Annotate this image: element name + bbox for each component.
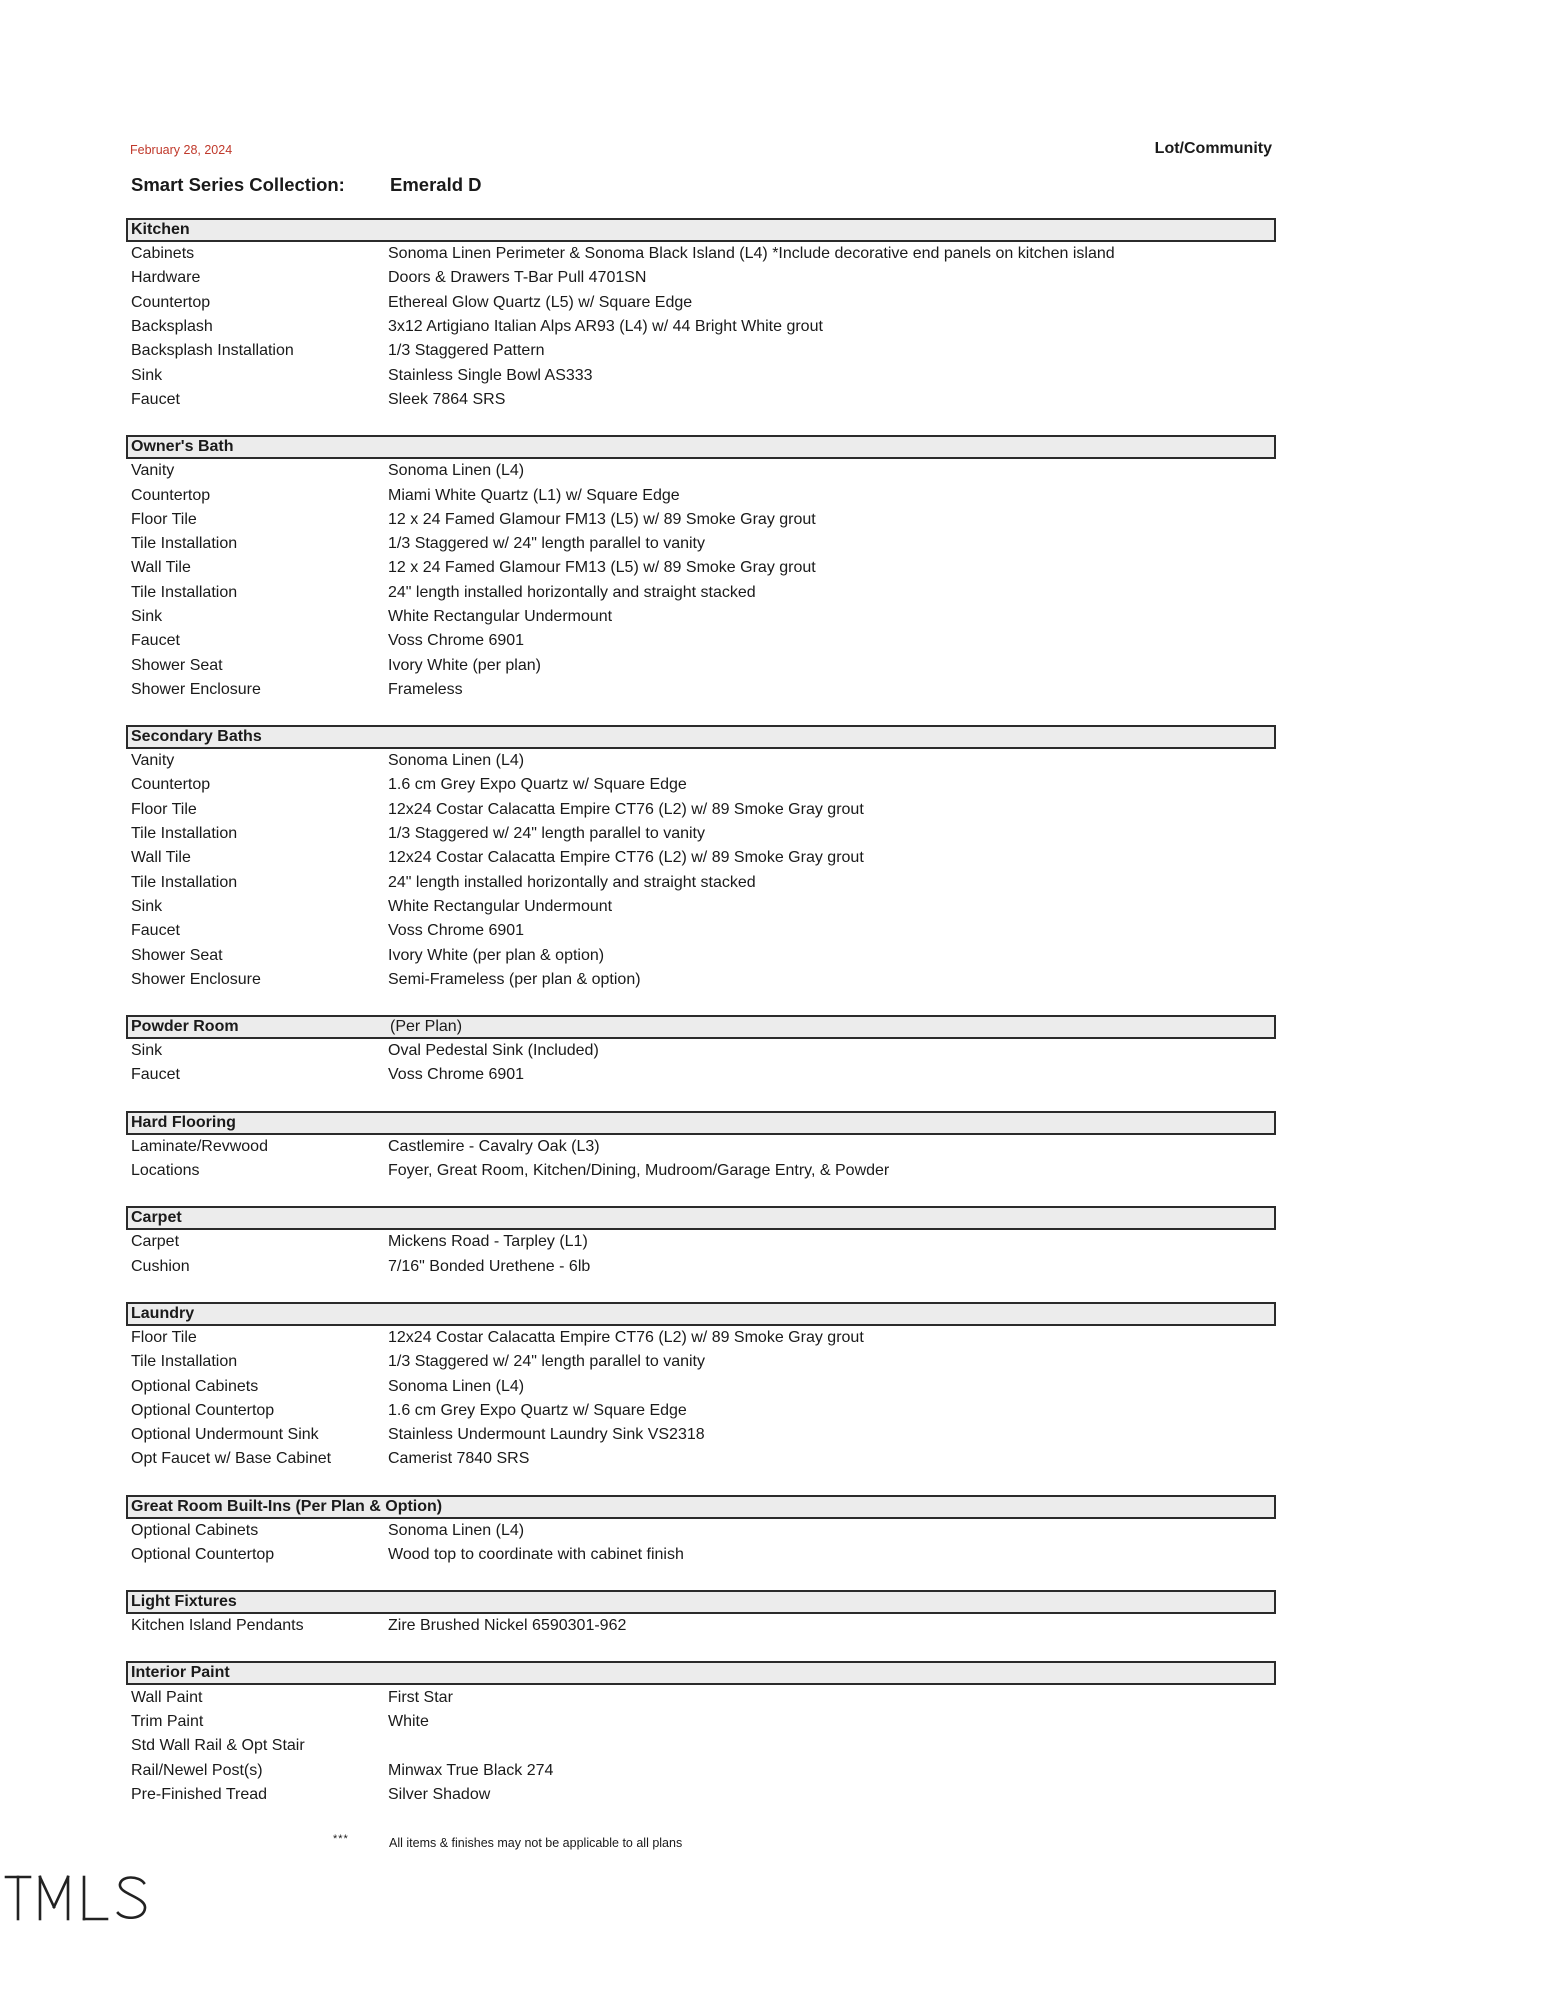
item-label: Countertop bbox=[131, 776, 211, 794]
item-value: Ivory White (per plan) bbox=[388, 656, 541, 674]
item-value: Silver Shadow bbox=[388, 1785, 491, 1803]
table-row bbox=[126, 1399, 1276, 1423]
table-row bbox=[126, 1423, 1276, 1447]
section-header bbox=[126, 1590, 1276, 1614]
table-row bbox=[126, 1519, 1276, 1543]
item-label: Cushion bbox=[131, 1257, 190, 1275]
item-value: 12x24 Costar Calacatta Empire CT76 (L2) w/ 89 Smoke Gray grout bbox=[388, 1328, 864, 1346]
item-value: Semi-Frameless (per plan & option) bbox=[388, 970, 641, 988]
item-label: Shower Enclosure bbox=[131, 680, 261, 698]
section-interior-paint bbox=[126, 1661, 1276, 1806]
table-row bbox=[126, 1350, 1276, 1374]
item-value: 12x24 Costar Calacatta Empire CT76 (L2) w/ 89 Smoke Gray grout bbox=[388, 849, 864, 867]
item-label: Wall Tile bbox=[131, 849, 191, 867]
table-row bbox=[126, 1230, 1276, 1254]
collection-heading bbox=[131, 174, 482, 196]
item-label: Sink bbox=[131, 608, 163, 625]
item-value: Ethereal Glow Quartz (L5) w/ Square Edge bbox=[388, 293, 693, 311]
item-label: Wall Tile bbox=[131, 559, 191, 577]
item-label: Sink bbox=[131, 897, 163, 915]
item-label: Cabinets bbox=[131, 245, 195, 263]
item-label: Locations bbox=[131, 1162, 200, 1180]
table-row bbox=[126, 388, 1276, 412]
item-label: Floor Tile bbox=[131, 1328, 197, 1346]
section-title: Interior Paint bbox=[131, 1664, 230, 1682]
item-label: Tile Installation bbox=[131, 1353, 238, 1371]
item-label: Vanity bbox=[131, 752, 175, 770]
collection-label: Smart Series Collection: bbox=[131, 174, 345, 195]
table-row bbox=[126, 1710, 1276, 1734]
table-row bbox=[126, 508, 1276, 532]
item-label: Std Wall Rail & Opt Stair bbox=[131, 1737, 305, 1755]
item-value: Sonoma Linen Perimeter & Sonoma Black Island (L4) *Include decorative end panels on kitchen island bbox=[388, 245, 1115, 263]
tmls-logo bbox=[4, 1873, 154, 1923]
table-row bbox=[126, 1326, 1276, 1350]
item-label: Carpet bbox=[131, 1233, 180, 1251]
section-great-room-built-ins-per-plan-option bbox=[126, 1495, 1276, 1568]
section-title: Kitchen bbox=[131, 221, 190, 238]
section-carpet bbox=[126, 1206, 1276, 1279]
table-row bbox=[126, 822, 1276, 846]
section-header bbox=[126, 1206, 1276, 1230]
item-label: Optional Cabinets bbox=[131, 1377, 259, 1395]
table-row bbox=[126, 459, 1276, 483]
table-row bbox=[126, 943, 1276, 967]
item-value: Sleek 7864 SRS bbox=[388, 390, 506, 408]
table-row bbox=[126, 532, 1276, 556]
item-label: Rail/Newel Post(s) bbox=[131, 1761, 263, 1779]
item-value: Minwax True Black 274 bbox=[388, 1761, 554, 1779]
item-value: Camerist 7840 SRS bbox=[388, 1450, 530, 1468]
item-value: Miami White Quartz (L1) w/ Square Edge bbox=[388, 486, 680, 504]
item-value: First Star bbox=[388, 1688, 453, 1706]
item-label: Faucet bbox=[131, 390, 180, 408]
item-value: Doors & Drawers T-Bar Pull 4701SN bbox=[388, 269, 647, 287]
section-header bbox=[126, 1111, 1276, 1135]
section-hard-flooring bbox=[126, 1111, 1276, 1184]
section-header bbox=[126, 1661, 1276, 1685]
section-title: Carpet bbox=[131, 1209, 182, 1227]
item-label: Laminate/Revwood bbox=[131, 1137, 268, 1155]
table-row bbox=[126, 483, 1276, 507]
table-row bbox=[126, 242, 1276, 266]
table-row bbox=[126, 773, 1276, 797]
item-label: Countertop bbox=[131, 293, 211, 311]
item-label: Optional Countertop bbox=[131, 1546, 275, 1564]
table-row bbox=[126, 1135, 1276, 1159]
item-label: Shower Seat bbox=[131, 946, 223, 964]
table-row bbox=[126, 749, 1276, 773]
item-value: 12 x 24 Famed Glamour FM13 (L5) w/ 89 Smoke Gray grout bbox=[388, 510, 816, 528]
table-row bbox=[126, 1039, 1276, 1063]
finishes-table bbox=[126, 218, 1276, 1830]
item-value: Sonoma Linen (L4) bbox=[388, 752, 525, 770]
item-label: Tile Installation bbox=[131, 535, 238, 553]
table-row bbox=[126, 581, 1276, 605]
section-title: Light Fixtures bbox=[131, 1593, 237, 1611]
item-value: Mickens Road - Tarpley (L1) bbox=[388, 1233, 588, 1251]
table-row bbox=[126, 266, 1276, 290]
item-label: Floor Tile bbox=[131, 510, 197, 528]
section-laundry bbox=[126, 1302, 1276, 1472]
lot-community-label: Lot/Community bbox=[1154, 140, 1272, 157]
table-row bbox=[126, 1614, 1276, 1638]
item-value: 24" length installed horizontally and straight stacked bbox=[388, 873, 756, 891]
item-label: Kitchen Island Pendants bbox=[131, 1617, 304, 1635]
section-title: Hard Flooring bbox=[131, 1113, 236, 1131]
item-value: Oval Pedestal Sink (Included) bbox=[388, 1042, 599, 1060]
item-label: Sink bbox=[131, 1042, 163, 1060]
table-row bbox=[126, 1063, 1276, 1087]
item-value: Foyer, Great Room, Kitchen/Dining, Mudroom/Garage Entry, & Powder bbox=[388, 1162, 890, 1180]
table-row bbox=[126, 1783, 1276, 1807]
item-value: Sonoma Linen (L4) bbox=[388, 1377, 525, 1395]
item-label: Optional Countertop bbox=[131, 1401, 275, 1419]
plan-name: Emerald D bbox=[390, 174, 482, 195]
table-row bbox=[126, 629, 1276, 653]
item-value: 1.6 cm Grey Expo Quartz w/ Square Edge bbox=[388, 1401, 687, 1419]
section-secondary-baths bbox=[126, 725, 1276, 992]
item-value: 1/3 Staggered w/ 24" length parallel to vanity bbox=[388, 825, 705, 843]
table-row bbox=[126, 1374, 1276, 1398]
item-value: Voss Chrome 6901 bbox=[388, 922, 525, 940]
footnote-marker: *** bbox=[333, 1833, 349, 1845]
item-value: Wood top to coordinate with cabinet finish bbox=[388, 1546, 684, 1564]
table-row bbox=[126, 653, 1276, 677]
section-title: Secondary Baths bbox=[131, 728, 262, 746]
table-row bbox=[126, 363, 1276, 387]
section-owner-s-bath bbox=[126, 435, 1276, 702]
table-row bbox=[126, 556, 1276, 580]
item-value: 12 x 24 Famed Glamour FM13 (L5) w/ 89 Smoke Gray grout bbox=[388, 559, 816, 577]
item-value: 3x12 Artigiano Italian Alps AR93 (L4) w/ 44 Bright White grout bbox=[388, 318, 823, 336]
section-note: (Per Plan) bbox=[390, 1018, 463, 1036]
section-kitchen bbox=[126, 218, 1276, 412]
item-value: Castlemire - Cavalry Oak (L3) bbox=[388, 1137, 600, 1155]
item-label: Tile Installation bbox=[131, 873, 238, 891]
table-row bbox=[126, 339, 1276, 363]
item-label: Faucet bbox=[131, 1066, 180, 1084]
item-value: Stainless Undermount Laundry Sink VS2318 bbox=[388, 1426, 705, 1444]
table-row bbox=[126, 1543, 1276, 1567]
item-label: Backsplash bbox=[131, 318, 213, 336]
table-row bbox=[126, 1758, 1276, 1782]
item-label: Pre-Finished Tread bbox=[131, 1785, 268, 1803]
section-header bbox=[126, 435, 1276, 459]
section-header bbox=[126, 1015, 1276, 1039]
item-value: White Rectangular Undermount bbox=[388, 897, 613, 915]
table-row bbox=[126, 678, 1276, 702]
item-value: Zire Brushed Nickel 6590301-962 bbox=[388, 1617, 627, 1635]
section-title: Powder Room bbox=[131, 1018, 239, 1036]
item-label: Floor Tile bbox=[131, 800, 197, 818]
footnote-text: All items & finishes may not be applicable to all plans bbox=[389, 1836, 683, 1850]
item-value: Frameless bbox=[388, 680, 463, 698]
item-value: 24" length installed horizontally and straight stacked bbox=[388, 583, 756, 601]
item-value: Sonoma Linen (L4) bbox=[388, 462, 525, 480]
section-header bbox=[126, 218, 1276, 242]
item-label: Sink bbox=[131, 366, 163, 384]
table-row bbox=[126, 871, 1276, 895]
item-value: Ivory White (per plan & option) bbox=[388, 946, 605, 964]
item-label: Wall Paint bbox=[131, 1688, 203, 1706]
table-row bbox=[126, 798, 1276, 822]
item-label: Vanity bbox=[131, 462, 175, 480]
section-powder-room bbox=[126, 1015, 1276, 1088]
item-label: Opt Faucet w/ Base Cabinet bbox=[131, 1450, 332, 1468]
item-value: 12x24 Costar Calacatta Empire CT76 (L2) w/ 89 Smoke Gray grout bbox=[388, 800, 864, 818]
document-date: February 28, 2024 bbox=[130, 143, 233, 157]
table-row bbox=[126, 1447, 1276, 1471]
item-value: 1.6 cm Grey Expo Quartz w/ Square Edge bbox=[388, 776, 687, 794]
item-label: Optional Undermount Sink bbox=[131, 1426, 319, 1444]
table-row bbox=[126, 291, 1276, 315]
table-row bbox=[126, 1734, 1276, 1758]
item-label: Faucet bbox=[131, 632, 180, 650]
item-value: 1/3 Staggered w/ 24" length parallel to vanity bbox=[388, 535, 705, 553]
item-value: Stainless Single Bowl AS333 bbox=[388, 366, 593, 384]
item-value: 7/16" Bonded Urethene - 6lb bbox=[388, 1257, 591, 1275]
section-header bbox=[126, 1302, 1276, 1326]
table-row bbox=[126, 919, 1276, 943]
section-header bbox=[126, 725, 1276, 749]
item-label: Shower Seat bbox=[131, 656, 223, 674]
table-row bbox=[126, 846, 1276, 870]
table-row bbox=[126, 315, 1276, 339]
table-row bbox=[126, 968, 1276, 992]
item-value: 1/3 Staggered Pattern bbox=[388, 342, 545, 360]
item-label: Tile Installation bbox=[131, 825, 238, 843]
table-row bbox=[126, 1255, 1276, 1279]
item-value: Sonoma Linen (L4) bbox=[388, 1521, 525, 1539]
item-label: Hardware bbox=[131, 269, 201, 287]
item-label: Backsplash Installation bbox=[131, 342, 294, 360]
section-title: Owner's Bath bbox=[131, 438, 234, 456]
section-header bbox=[126, 1495, 1276, 1519]
item-label: Tile Installation bbox=[131, 583, 238, 601]
table-row bbox=[126, 895, 1276, 919]
item-value: Voss Chrome 6901 bbox=[388, 632, 525, 650]
item-value: White bbox=[388, 1712, 429, 1730]
item-value: Voss Chrome 6901 bbox=[388, 1066, 525, 1084]
item-label: Shower Enclosure bbox=[131, 970, 261, 988]
item-label: Optional Cabinets bbox=[131, 1521, 259, 1539]
item-label: Faucet bbox=[131, 922, 180, 940]
item-label: Trim Paint bbox=[131, 1712, 204, 1730]
item-label: Countertop bbox=[131, 486, 211, 504]
section-title: Laundry bbox=[131, 1304, 195, 1322]
item-value: White Rectangular Undermount bbox=[388, 608, 613, 625]
item-value: 1/3 Staggered w/ 24" length parallel to vanity bbox=[388, 1353, 705, 1371]
table-row bbox=[126, 1159, 1276, 1183]
section-title: Great Room Built-Ins (Per Plan & Option) bbox=[131, 1497, 443, 1515]
table-row bbox=[126, 605, 1276, 629]
table-row bbox=[126, 1685, 1276, 1709]
section-light-fixtures bbox=[126, 1590, 1276, 1638]
